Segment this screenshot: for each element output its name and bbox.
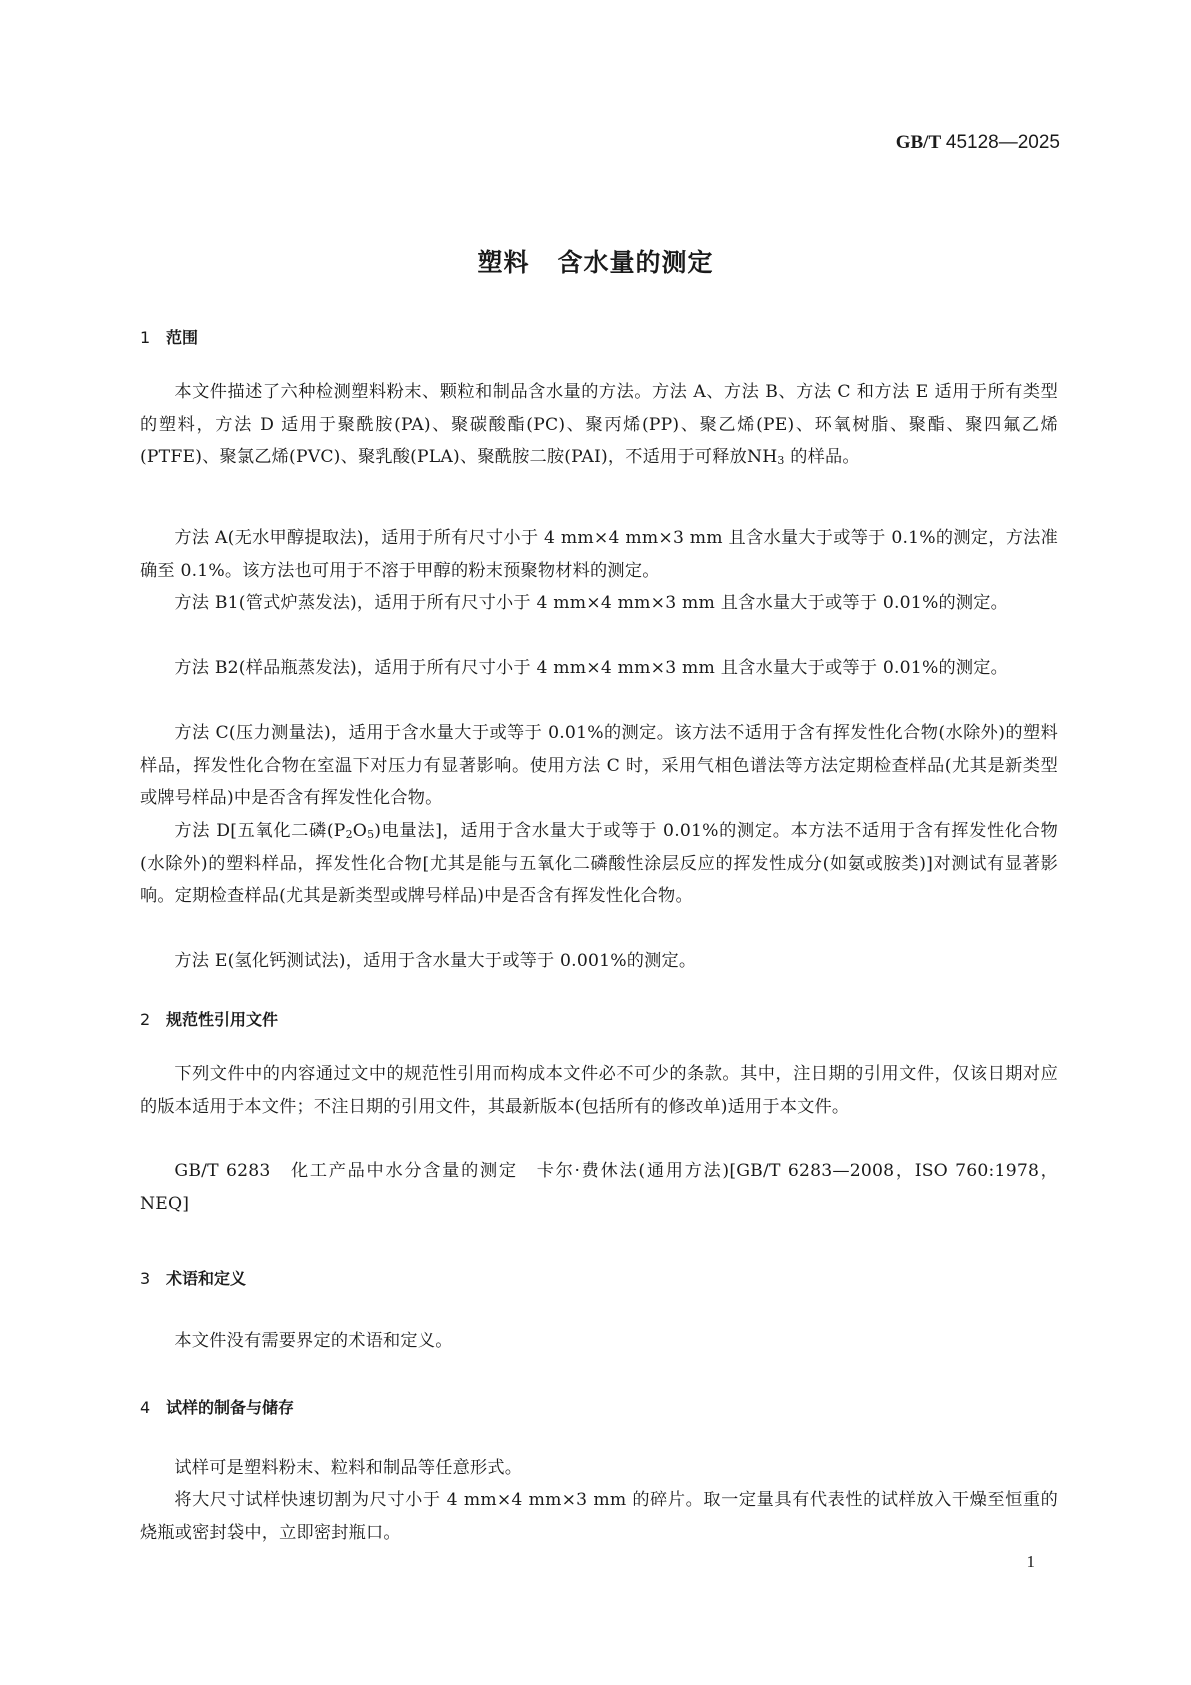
standard-code: 45128—2025: [945, 132, 1060, 153]
section-heading-1: [140, 325, 198, 348]
normative-references-intro: 下列文件中的内容通过文中的规范性引用而构成本文件必不可少的条款。其中，注日期的引用文件，仅该日期对应的版本适用于本文件；不注日期的引用文件，其最新版本(包括所有的修改单)适用于本文件。: [140, 1064, 1058, 1117]
method-b2-paragraph: 方法 B2(样品瓶蒸发法)，适用于所有尺寸小于 4 mm×4 mm×3 mm 且含水量大于或等于 0.01%的测定。: [174, 658, 1009, 678]
method-a-paragraph: 方法 A(无水甲醇提取法)，适用于所有尺寸小于 4 mm×4 mm×3 mm 且含水量大于或等于 0.1%的测定，方法准确至 0.1%。该方法也可用于不溶于甲醇的粉末预聚物材料的测定。: [140, 528, 1058, 581]
method-b1-paragraph: 方法 B1(管式炉蒸发法)，适用于所有尺寸小于 4 mm×4 mm×3 mm 且含水量大于或等于 0.01%的测定。: [174, 593, 1009, 613]
method-c-paragraph: 方法 C(压力测量法)，适用于含水量大于或等于 0.01%的测定。该方法不适用于含有挥发性化合物(水除外)的塑料样品，挥发性化合物在室温下对压力有显著影响。使用方法 C 时，采用气相色谱法等方法定期检查样品(尤其是新类型或牌号样品)中是否含有挥发性化合物。: [140, 723, 1058, 808]
section-heading-4: [140, 1395, 294, 1418]
sample-cutting-paragraph: 将大尺寸试样快速切割为尺寸小于 4 mm×4 mm×3 mm 的碎片。取一定量具有代表性的试样放入干燥至恒重的烧瓶或密封袋中，立即密封瓶口。: [140, 1490, 1058, 1543]
page-number: 1: [1026, 1552, 1035, 1571]
section-title: 范围: [166, 328, 199, 347]
sample-form-paragraph: 试样可是塑料粉末、粒料和制品等任意形式。: [174, 1458, 523, 1478]
terms-paragraph: 本文件没有需要界定的术语和定义。: [174, 1331, 453, 1351]
standard-number: [896, 132, 1060, 154]
document-title: [0, 243, 1191, 279]
scope-paragraph-1: 本文件描述了六种检测塑料粉末、颗粒和制品含水量的方法。方法 A、方法 B、方法 C 和方法 E 适用于所有类型的塑料，方法 D 适用于聚酰胺(PA)、聚碳酸酯(PC)、聚丙烯(PP)、聚乙烯(PE)、环氧树脂、聚酯、聚四氟乙烯(PTFE)、聚氯乙烯(PVC)、聚乳酸(PLA)、聚酰胺二胺(PAI)，不适用于可释放$NH_3$ 的样品。: [140, 382, 1058, 467]
method-d-paragraph: 方法 D[五氧化二磷$(P_2O_5)$电量法]，适用于含水量大于或等于 0.01%的测定。本方法不适用于含有挥发性化合物(水除外)的塑料样品，挥发性化合物[尤其是能与五氧化二磷酸性涂层反应的挥发性成分(如氨或胺类)]对测试有显著影响。定期检查样品(尤其是新类型或牌号样品)中是否含有挥发性化合物。: [140, 821, 1058, 906]
normative-reference-item: GB/T 6283 化工产品中水分含量的测定 卡尔·费休法(通用方法)[GB/T 6283—2008，ISO 760:1978，NEQ]: [140, 1161, 1058, 1214]
section-heading-3: [140, 1266, 246, 1289]
title-part-1: 塑料: [477, 248, 530, 277]
standard-prefix: GB/T: [895, 132, 942, 153]
section-title: 规范性引用文件: [166, 1010, 279, 1029]
section-heading-2: [140, 1007, 278, 1030]
section-number: 1: [140, 328, 151, 347]
section-title: 试样的制备与储存: [166, 1398, 295, 1417]
section-number: 4: [140, 1398, 151, 1417]
method-e-paragraph: 方法 E(氢化钙测试法)，适用于含水量大于或等于 0.001%的测定。: [174, 951, 697, 971]
section-number: 2: [140, 1010, 151, 1029]
title-part-2: 含水量的测定: [557, 248, 714, 277]
section-title: 术语和定义: [166, 1269, 247, 1288]
section-number: 3: [140, 1269, 151, 1288]
